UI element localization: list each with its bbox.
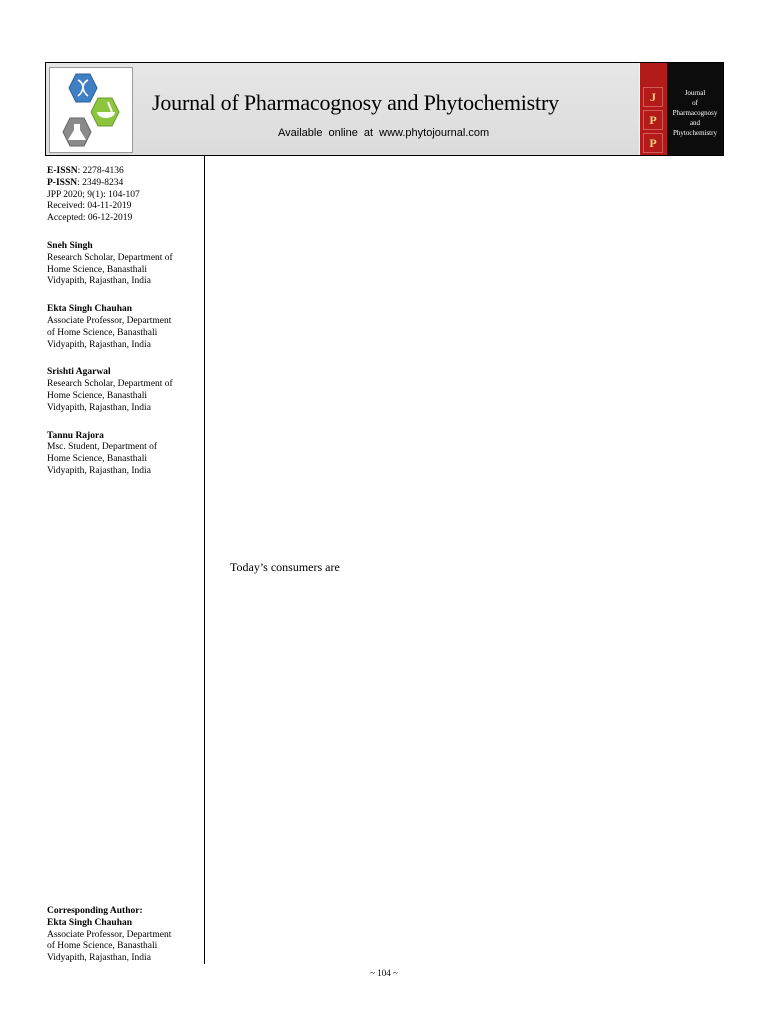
badge-letter-p1: P xyxy=(643,110,663,130)
journal-logo xyxy=(49,67,133,153)
journal-title: Journal of Pharmacognosy and Phytochemistry xyxy=(152,90,559,115)
author-affiliation-line: Vidyapith, Rajasthan, India xyxy=(47,276,151,287)
author-affiliation-line: Home Science, Banasthali xyxy=(47,264,147,275)
author-block xyxy=(47,431,199,478)
author-affiliation-line: Vidyapith, Rajasthan, India xyxy=(47,402,151,413)
mini-logo-line: of xyxy=(692,99,698,107)
author-block xyxy=(47,367,199,414)
author-affiliation-line: Msc. Student, Department of xyxy=(47,442,158,453)
corresponding-name: Ekta Singh Chauhan xyxy=(47,917,133,928)
meta-pissn: P-ISSN: 2349-8234 xyxy=(47,177,124,188)
journal-availability: Available online at www.phytojournal.com xyxy=(278,127,490,139)
mini-logo-line: Pharmacognosy xyxy=(672,109,718,117)
author-affiliation-line: Vidyapith, Rajasthan, India xyxy=(47,339,151,350)
sidebar xyxy=(47,166,199,478)
author-block xyxy=(47,241,199,288)
meta-eissn: E-ISSN: 2278-4136 xyxy=(47,166,124,176)
corresponding-affiliation-line: Associate Professor, Department xyxy=(47,929,172,940)
author-affiliation-line: Research Scholar, Department of xyxy=(47,252,173,263)
corresponding-affiliation-line: of Home Science, Banasthali xyxy=(47,941,158,952)
mini-logo-line: and xyxy=(689,119,701,127)
meta-citation: JPP 2020; 9(1): 104-107 xyxy=(47,189,140,200)
author-affiliation-line: Home Science, Banasthali xyxy=(47,390,147,401)
meta-accepted: Accepted: 06-12-2019 xyxy=(47,213,133,224)
journal-header xyxy=(45,62,724,156)
corresponding-affiliation-line: Vidyapith, Rajasthan, India xyxy=(47,953,151,964)
corresponding-author xyxy=(47,906,199,965)
jpp-badge xyxy=(640,63,667,155)
page-number: ~ 104 ~ xyxy=(370,968,398,978)
body-text: Today’s consumers are xyxy=(230,560,340,574)
author-name: Ekta Singh Chauhan xyxy=(47,304,133,315)
mini-logo-line: Phytochemistry xyxy=(673,129,717,137)
author-affiliation-line: Research Scholar, Department of xyxy=(47,379,173,390)
author-name: Tannu Rajora xyxy=(47,430,104,441)
column-divider xyxy=(204,156,205,964)
author-name: Srishti Agarwal xyxy=(47,367,111,378)
author-affiliation-line: Associate Professor, Department xyxy=(47,315,172,326)
badge-letter-j: J xyxy=(643,87,663,107)
author-affiliation-line: of Home Science, Banasthali xyxy=(47,327,158,338)
meta-received: Received: 04-11-2019 xyxy=(47,201,132,212)
author-affiliation-line: Vidyapith, Rajasthan, India xyxy=(47,465,151,476)
hexagon-logo-icon xyxy=(50,68,132,152)
mini-logo-line: Journal xyxy=(684,89,706,97)
badge-letter-p2: P xyxy=(643,133,663,153)
author-name: Sneh Singh xyxy=(47,240,93,251)
corresponding-label: Corresponding Author: xyxy=(47,906,143,916)
author-block xyxy=(47,304,199,351)
author-affiliation-line: Home Science, Banasthali xyxy=(47,454,147,465)
journal-mini-logo xyxy=(667,63,723,155)
